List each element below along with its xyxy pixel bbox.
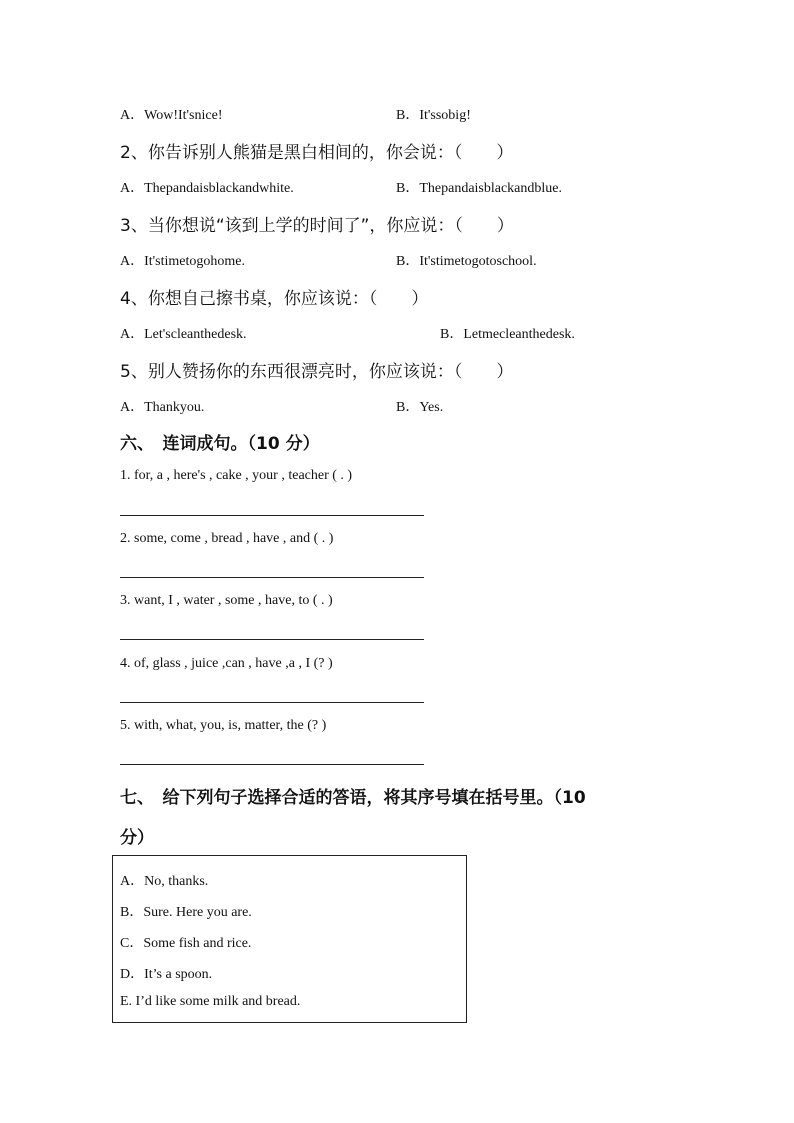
section6-item-2: 2. some, come , bread , have , and ( . ) <box>120 531 334 546</box>
q5-option-b: B．Yes. <box>396 400 444 415</box>
section6-item-4: 4. of, glass , juice ,can , have ,a , I (? ) <box>120 656 333 671</box>
q1-option-a: A．Wow!It'snice! <box>120 108 223 123</box>
q2-option-a: A．Thepandaisblackandwhite. <box>120 181 294 196</box>
q4-option-b: B．Letmecleanthedesk. <box>440 327 575 342</box>
q5-question: 5、别人赞扬你的东西很漂亮时，你应该说：（ ） <box>120 362 514 382</box>
answer-line-3[interactable] <box>120 639 424 640</box>
q5-option-a: A．Thankyou. <box>120 400 205 415</box>
section7-option-b: B．Sure. Here you are. <box>120 905 252 920</box>
section7-option-e: E. I’d like some milk and bread. <box>120 994 301 1009</box>
answer-line-4[interactable] <box>120 702 424 703</box>
section6-title: 六、 连词成句。（10 分） <box>120 434 320 454</box>
section7-title-line2: 分） <box>120 828 154 848</box>
answer-line-2[interactable] <box>120 577 424 578</box>
q1-option-b: B．It'ssobig! <box>396 108 471 123</box>
q3-option-b: B．It'stimetogotoschool. <box>396 254 537 269</box>
q3-question: 3、当你想说“该到上学的时间了”，你应说：（ ） <box>120 216 514 236</box>
q4-option-a: A．Let'scleanthedesk. <box>120 327 247 342</box>
answer-line-1[interactable] <box>120 515 424 516</box>
section7-title-line1: 七、 给下列句子选择合适的答语，将其序号填在括号里。（10 <box>120 788 586 808</box>
q2-option-b: B．Thepandaisblackandblue. <box>396 181 563 196</box>
q3-option-a: A．It'stimetogohome. <box>120 254 246 269</box>
q2-question: 2、你告诉别人熊猫是黑白相间的，你会说：（ ） <box>120 143 514 163</box>
section7-option-d: D．It’s a spoon. <box>120 967 213 982</box>
section7-option-a: A．No, thanks. <box>120 874 209 889</box>
q4-question: 4、你想自己擦书桌，你应该说：（ ） <box>120 289 429 309</box>
section6-item-1: 1. for, a , here's , cake , your , teacher ( . ) <box>120 468 353 483</box>
answer-line-5[interactable] <box>120 764 424 765</box>
section7-option-c: C．Some fish and rice. <box>120 936 252 951</box>
section6-item-3: 3. want, I , water , some , have, to ( . ) <box>120 593 333 608</box>
section6-item-5: 5. with, what, you, is, matter, the (? ) <box>120 718 327 733</box>
